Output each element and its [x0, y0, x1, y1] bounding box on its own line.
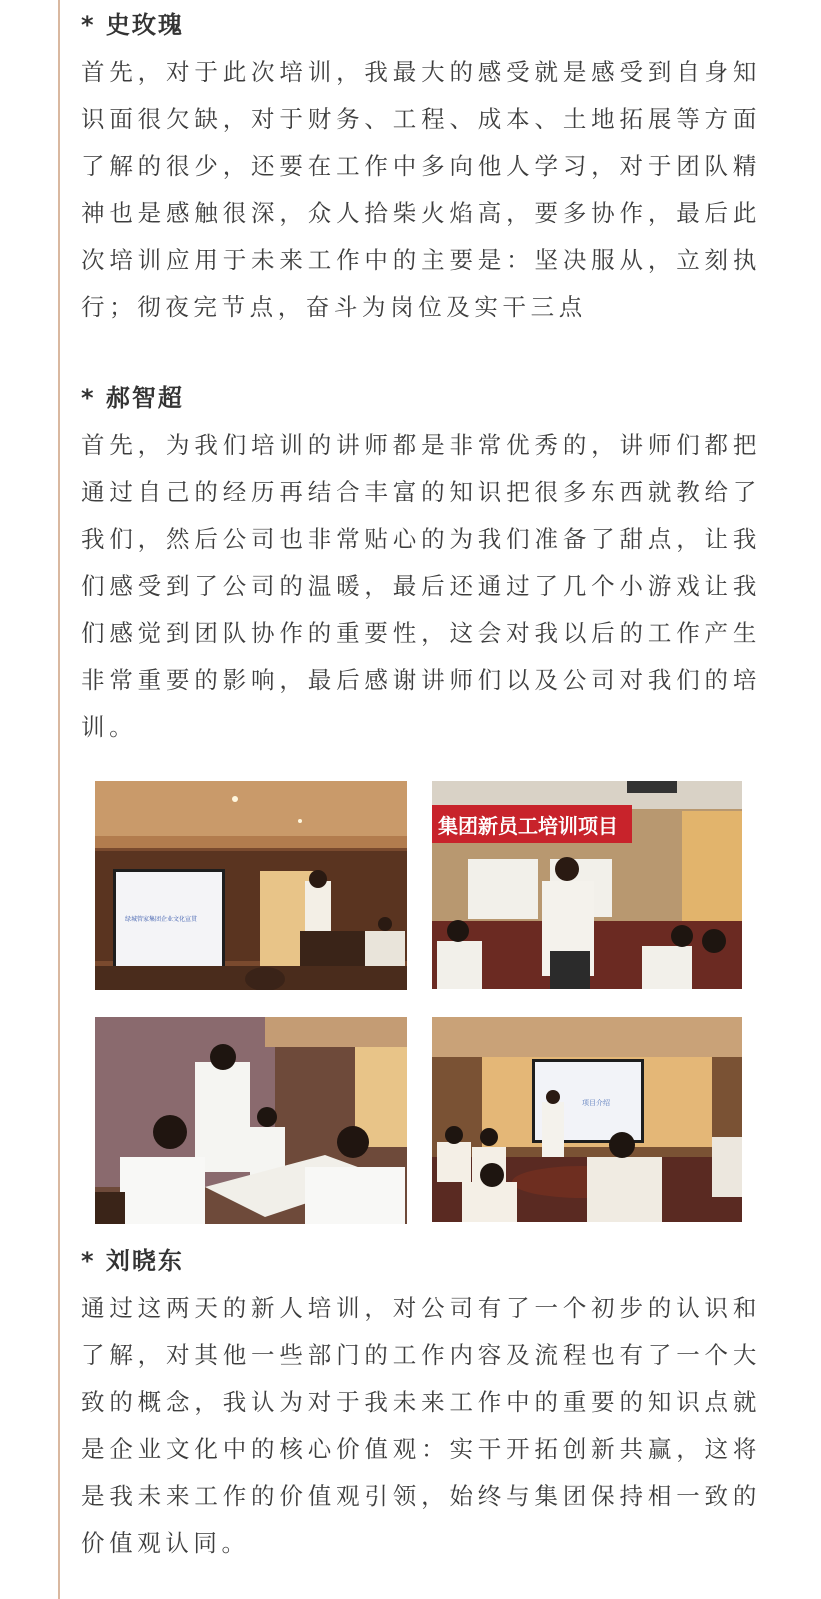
speaker-name: * 刘晓东 — [81, 1247, 184, 1275]
training-photo-table-discussion — [95, 1017, 407, 1224]
testimonial-text: 首先，为我们培训的讲师都是非常优秀的，讲师们都把通过自己的经历再结合丰富的知识把很多东西就教给了我们，然后公司也非常贴心的为我们准备了甜点，让我们感受到了公司的温暖，最后还通过了几个小游戏让我们感觉到团队协作的重要性，这会对我以后的工作产生非常重要的影响，最后感谢讲师们以及公司对我们的培训。 — [81, 431, 761, 741]
training-photo-presentation — [95, 781, 407, 990]
screen-text: 绿城管家集团企业文化宣贯 — [125, 916, 198, 923]
training-photo-project-intro — [432, 1017, 742, 1222]
testimonial-section-1 — [81, 2, 761, 331]
training-photo-banner — [432, 781, 742, 989]
testimonial-section-2 — [81, 375, 761, 751]
speaker-name: * 郝智超 — [81, 384, 184, 412]
testimonial-section-3 — [81, 1238, 761, 1567]
left-border-rule — [58, 0, 60, 1599]
speaker-name: * 史玫瑰 — [81, 11, 184, 39]
testimonial-text: 首先，对于此次培训，我最大的感受就是感受到自身知识面很欠缺，对于财务、工程、成本、土地拓展等方面了解的很少，还要在工作中多向他人学习，对于团队精神也是感触很深，众人拾柴火焰高，要多协作，最后此次培训应用于未来工作中的主要是：坚决服从，立刻执行；彻夜完节点，奋斗为岗位及实干三点 — [81, 58, 761, 321]
testimonial-text: 通过这两天的新人培训，对公司有了一个初步的认识和了解，对其他一些部门的工作内容及流程也有了一个大致的概念，我认为对于我未来工作中的重要的知识点就是企业文化中的核心价值观：实干开拓创新共赢，这将是我未来工作的价值观引领，始终与集团保持相一致的价值观认同。 — [81, 1294, 761, 1557]
banner-text: 集团新员工培训项目 — [438, 814, 618, 838]
screen-text: 项目介绍 — [582, 1099, 610, 1107]
